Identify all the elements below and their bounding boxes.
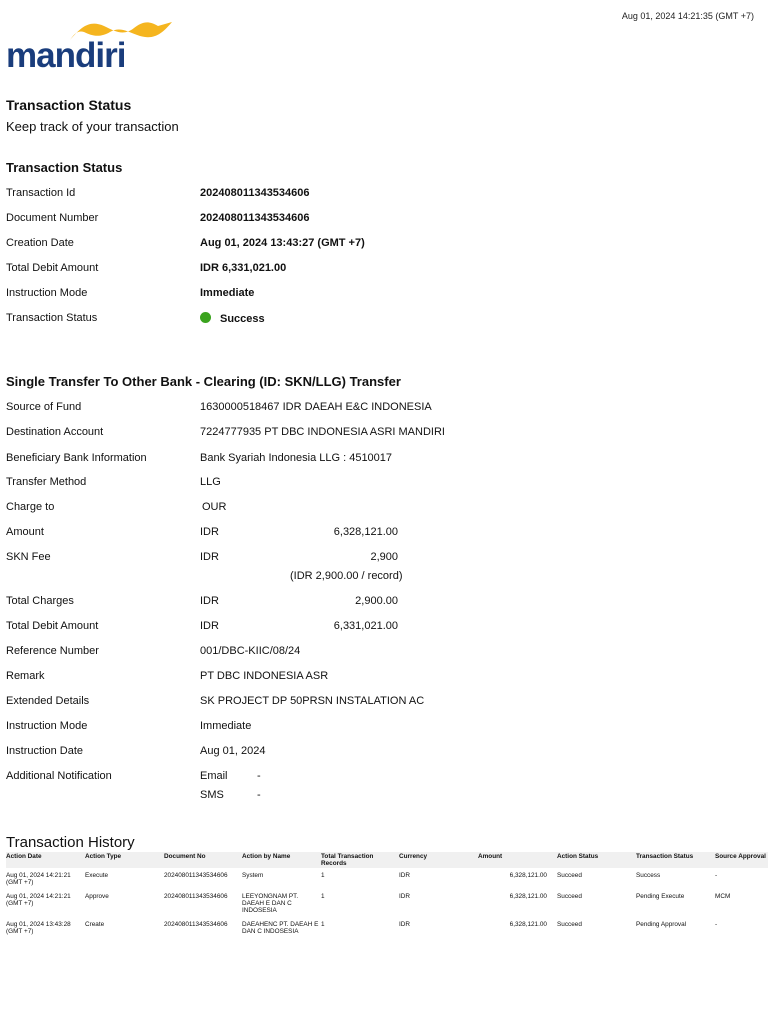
column-header: Action by Name [242, 852, 321, 868]
transaction-status-value [200, 312, 265, 325]
creation-date-value: Aug 01, 2024 13:43:27 (GMT +7) [200, 237, 365, 249]
table-cell: Execute [85, 872, 109, 879]
sms-label: SMS [200, 789, 224, 801]
field-label: Transfer Method [6, 476, 87, 488]
source-of-fund-row [6, 401, 746, 419]
field-label: Total Debit Amount [6, 262, 99, 274]
table-cell: 6,328,121.00 [509, 921, 547, 928]
currency-code: IDR [200, 526, 219, 538]
table-cell: Succeed [557, 872, 582, 879]
page-title: Transaction Status [6, 97, 132, 113]
creation-date-row [6, 237, 746, 255]
table-cell: 202408011343534606 [164, 921, 228, 928]
additional-notification-row [6, 770, 746, 810]
instruction-mode-value: Immediate [200, 287, 255, 299]
table-cell: LEEYONGNAM PT. DAEAH E DAN C INDOSESIA [242, 893, 299, 914]
amount-value: 6,328,121.00 [333, 526, 398, 538]
transaction-id-value: 202408011343534606 [200, 187, 310, 199]
destination-account-value: 7224777935 PT DBC INDONESIA ASRI MANDIRI [200, 426, 445, 438]
history-title: Transaction History [6, 834, 135, 851]
document-number-row [6, 212, 746, 230]
table-cell: Success [636, 872, 661, 879]
transfer-method-value: LLG [200, 476, 221, 488]
field-label: Destination Account [6, 426, 104, 438]
skn-fee-value: 2,900 [370, 551, 398, 563]
currency-code: IDR [200, 620, 219, 632]
sms-value: - [257, 789, 261, 801]
table-cell: MCM [715, 893, 731, 900]
table-cell: 202408011343534606 [164, 872, 228, 879]
status-section-title: Transaction Status [6, 160, 123, 175]
charge-to-row [6, 501, 746, 519]
email-value: - [257, 770, 261, 782]
table-cell: Create [85, 921, 105, 928]
field-label: Remark [6, 670, 45, 682]
total-charges-value: 2,900.00 [355, 595, 398, 607]
success-status-icon [200, 312, 211, 323]
extended-details-value: SK PROJECT DP 50PRSN INSTALATION AC [200, 695, 425, 707]
table-cell: 1 [321, 872, 325, 879]
field-label: Total Debit Amount [6, 620, 99, 632]
table-cell: Pending Execute [636, 893, 685, 900]
skn-fee-row [6, 551, 746, 587]
field-label: Reference Number [6, 645, 99, 657]
total-charges-row [6, 595, 746, 613]
field-label: Transaction Status [6, 312, 98, 324]
table-cell: 6,328,121.00 [509, 872, 547, 879]
field-label: Amount [6, 526, 44, 538]
total-debit-value: IDR 6,331,021.00 [200, 262, 287, 274]
table-cell: Aug 01, 2024 14:21:21 (GMT +7) [6, 872, 71, 886]
table-row [6, 889, 768, 917]
table-cell: Aug 01, 2024 13:43:28 (GMT +7) [6, 921, 71, 935]
column-header: Action Type [85, 852, 164, 868]
skn-fee-note: (IDR 2,900.00 / record) [290, 570, 403, 582]
extended-details-row [6, 695, 746, 713]
document-number-value: 202408011343534606 [200, 212, 310, 224]
currency-code: IDR [200, 595, 219, 607]
table-cell: Pending Approval [636, 921, 687, 928]
remark-row [6, 670, 746, 688]
instruction-date-value: Aug 01, 2024 [200, 745, 266, 757]
column-header: Amount [478, 852, 557, 868]
field-label: Transaction Id [6, 187, 76, 199]
table-cell: - [715, 872, 718, 879]
column-header: Transaction Status [636, 852, 715, 868]
field-label: Beneficiary Bank Information [6, 452, 147, 464]
email-label: Email [200, 770, 228, 782]
table-cell: IDR [399, 893, 411, 900]
logo-wordmark: mandiri [6, 36, 126, 75]
field-label: Instruction Mode [6, 720, 88, 732]
column-header: Source Approval [715, 852, 768, 868]
table-cell: DAEAHENC PT. DAEAH E DAN C INDOSESIA [242, 921, 319, 935]
transaction-id-row [6, 187, 746, 205]
transfer-instruction-mode-row [6, 720, 746, 738]
transaction-history-table [6, 852, 768, 938]
reference-number-row [6, 645, 746, 663]
table-cell: 1 [321, 893, 325, 900]
table-cell: - [715, 921, 718, 928]
mandiri-logo [6, 18, 176, 75]
field-label: Total Charges [6, 595, 74, 607]
transfer-total-debit-row [6, 620, 746, 638]
currency-code: IDR [200, 551, 219, 563]
beneficiary-bank-value: Bank Syariah Indonesia LLG : 4510017 [200, 452, 393, 464]
instruction-mode-row [6, 287, 746, 305]
field-label: Instruction Date [6, 745, 84, 757]
destination-account-row [6, 426, 746, 444]
field-label: Creation Date [6, 237, 74, 249]
table-cell: Succeed [557, 893, 582, 900]
table-cell: System [242, 872, 264, 879]
column-header: Currency [399, 852, 478, 868]
status-text: Success [220, 313, 265, 325]
field-label: Charge to [6, 501, 55, 513]
source-of-fund-value: 1630000518467 IDR DAEAH E&C INDONESIA [200, 401, 432, 413]
table-row [6, 868, 768, 889]
table-cell: Aug 01, 2024 14:21:21 (GMT +7) [6, 893, 71, 907]
column-header: Document No [164, 852, 242, 868]
table-cell: Approve [85, 893, 109, 900]
table-cell: 1 [321, 921, 325, 928]
field-label: Document Number [6, 212, 99, 224]
field-label: SKN Fee [6, 551, 51, 563]
column-header: Action Status [557, 852, 636, 868]
remark-value: PT DBC INDONESIA ASR [200, 670, 329, 682]
table-header-row [6, 852, 768, 868]
field-label: Extended Details [6, 695, 90, 707]
charge-to-value: OUR [202, 501, 227, 513]
reference-number-value: 001/DBC-KIIC/08/24 [200, 645, 301, 657]
table-row [6, 917, 768, 938]
table-cell: 202408011343534606 [164, 893, 228, 900]
field-label: Additional Notification [6, 770, 112, 782]
field-label: Instruction Mode [6, 287, 88, 299]
column-header: Total Transaction Records [321, 852, 399, 868]
total-debit-amount-value: 6,331,021.00 [333, 620, 398, 632]
field-label: Source of Fund [6, 401, 82, 413]
instruction-date-row [6, 745, 746, 763]
print-timestamp: Aug 01, 2024 14:21:35 (GMT +7) [621, 11, 754, 21]
transaction-status-row [6, 312, 746, 330]
transfer-method-row [6, 476, 746, 494]
instruction-mode-value: Immediate [200, 720, 252, 732]
beneficiary-bank-row [6, 452, 746, 470]
table-cell: IDR [399, 872, 411, 879]
total-debit-row [6, 262, 746, 280]
amount-row [6, 526, 746, 544]
transfer-section-title: Single Transfer To Other Bank - Clearing (ID: SKN/LLG) Transfer [6, 374, 401, 389]
table-cell: Succeed [557, 921, 582, 928]
table-cell: 6,328,121.00 [509, 893, 547, 900]
column-header: Action Date [6, 852, 85, 868]
page-subtitle: Keep track of your transaction [6, 119, 179, 134]
table-cell: IDR [399, 921, 411, 928]
